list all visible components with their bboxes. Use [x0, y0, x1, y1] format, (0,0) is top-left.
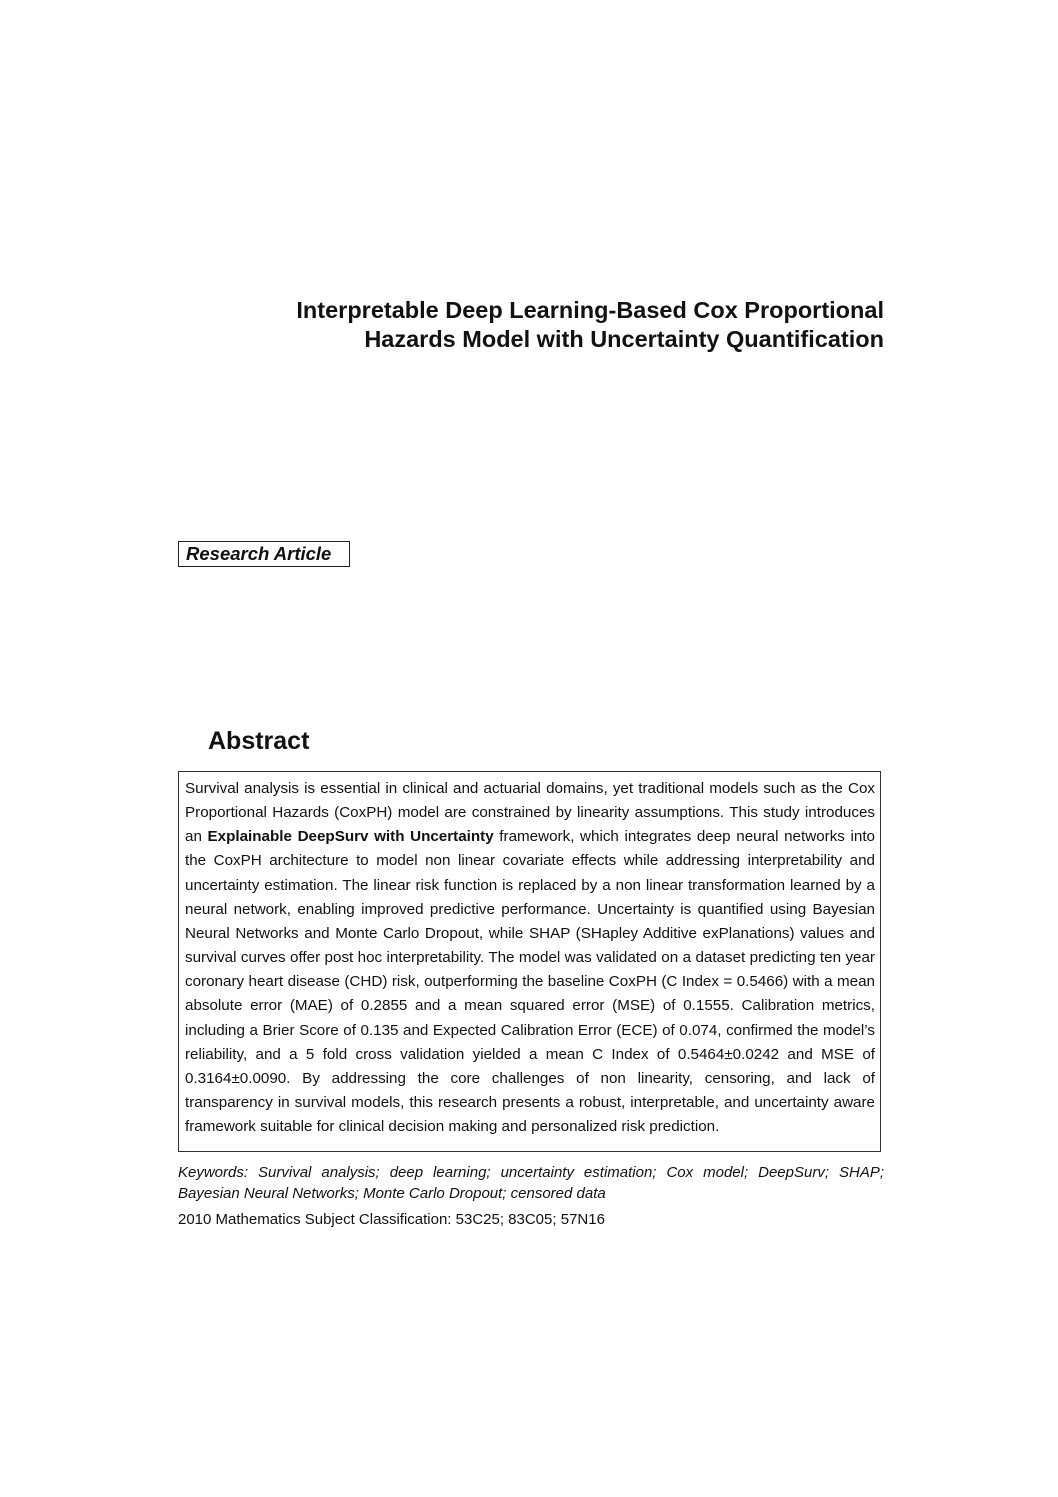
abstract-framework-name: Explainable DeepSurv with Uncertainty: [207, 828, 494, 846]
paper-title-line-1: Interpretable Deep Learning-Based Cox Proportional: [296, 297, 884, 323]
article-type-label: Research Article: [178, 541, 350, 567]
abstract-box: [178, 771, 881, 1152]
abstract-text: [185, 777, 875, 1139]
subject-classification: 2010 Mathematics Subject Classification: 53C25; 83C05; 57N16: [178, 1211, 605, 1228]
paper-title-line-2: Hazards Model with Uncertainty Quantification: [364, 326, 884, 352]
keywords: Keywords: Survival analysis; deep learning; uncertainty estimation; Cox model; DeepSurv; SHAP; Bayesian Neural Networks; Monte Carlo Dropout; censored data: [178, 1164, 884, 1202]
abstract-text-part-1: Survival analysis is essential in clinical and actuarial domains, yet traditional models such as the Cox Proportional Hazards (CoxPH) model are constrained by linearity assumptions. This study introduces an: [185, 780, 875, 846]
paper-title: [178, 296, 884, 354]
abstract-text-part-2: framework, which integrates deep neural networks into the CoxPH architecture to model non linear covariate effects while addressing interpretability and uncertainty estimation. The linear risk function is replaced by a non linear transformation learned by a neural network, enabling improved predictive performance. Uncertainty is quantified using Bayesian Neural Networks and Monte Carlo Dropout, while SHAP (SHapley Additive exPlanations) values and survival curves offer post hoc interpretability. The model was validated on a dataset predicting ten year coronary heart disease (CHD) risk, outperforming the baseline CoxPH (C Index = 0.5466) with a mean absolute error (MAE) of 0.2855 and a mean squared error (MSE) of 0.1555. Calibration metrics, including a Brier Score of 0.135 and Expected Calibration Error (ECE) of 0.074, confirmed the model’s reliability, and a 5 fold cross validation yielded a mean C Index of 0.5464±0.0242 and MSE of 0.3164±0.0090. By addressing the core challenges of non linearity, censoring, and lack of transparency in survival models, this research presents a robust, interpretable, and uncertainty aware framework suitable for clinical decision making and personalized risk prediction.: [185, 828, 875, 1136]
abstract-heading: Abstract: [208, 727, 310, 755]
